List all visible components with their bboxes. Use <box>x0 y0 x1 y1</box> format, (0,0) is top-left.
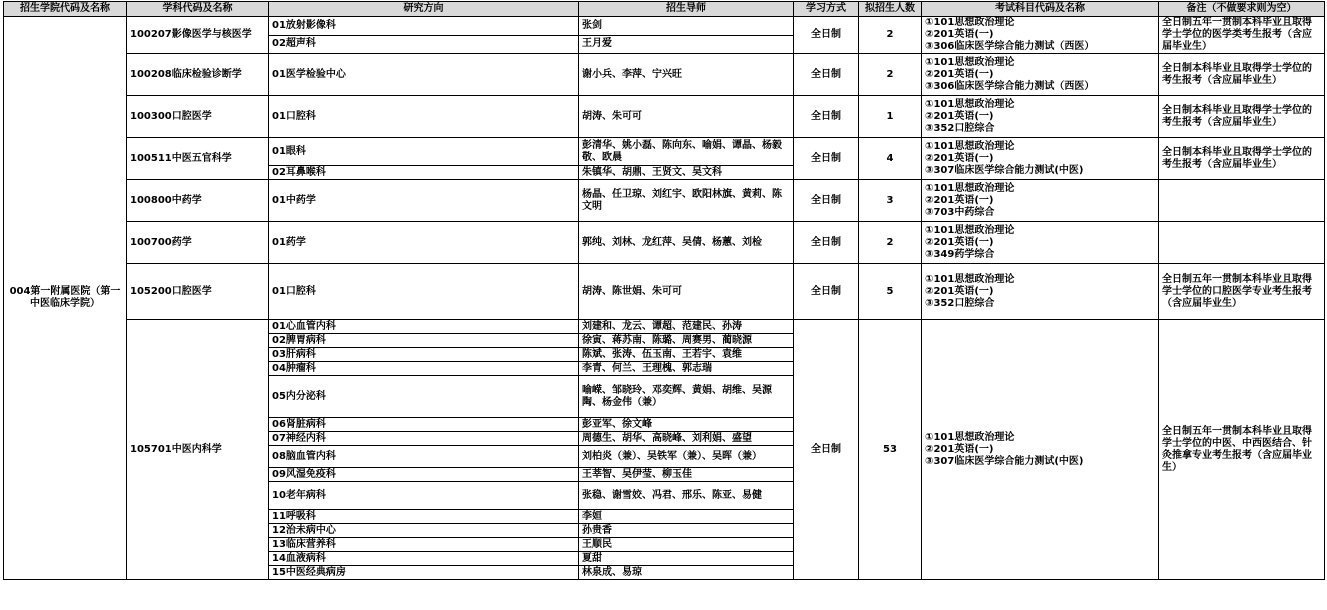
header-direction: 研究方向 <box>269 2 579 17</box>
remark-cell: 全日制五年一贯制本科毕业且取得学士学位的医学类考生报考（含应届毕业生） <box>1159 17 1325 54</box>
direction-cell: 13临床营养科 <box>269 538 579 552</box>
supervisor-cell: 刘柏炎（兼）、吴铁军（兼）、吴晖（兼） <box>579 446 794 468</box>
table-body <box>4 17 1325 580</box>
direction-cell: 11呼吸科 <box>269 510 579 524</box>
exam-subject: ①101思想政治理论 <box>925 182 1015 194</box>
direction-cell: 15中医经典病房 <box>269 566 579 580</box>
supervisor-cell: 王月爱 <box>579 35 794 54</box>
direction-cell: 03肝病科 <box>269 348 579 362</box>
header-college: 招生学院代码及名称 <box>4 2 127 17</box>
quota-cell: 2 <box>859 54 922 96</box>
quota-cell: 5 <box>859 264 922 320</box>
exam-subject: ③703中药综合 <box>925 206 995 218</box>
college-cell: 004第一附属医院（第一中医临床学院） <box>4 17 127 580</box>
supervisor-cell: 李姮 <box>579 510 794 524</box>
supervisor-cell: 喻嵘、邹晓玲、邓奕辉、黄娟、胡维、吴源陶、杨金伟（兼） <box>579 376 794 418</box>
header-discipline: 学科代码及名称 <box>127 2 269 17</box>
direction-cell: 01放射影像科 <box>269 17 579 36</box>
exam-subject: ③306临床医学综合能力测试（西医） <box>925 80 1095 92</box>
table-row <box>4 222 1325 264</box>
supervisor-cell: 郭纯、刘林、龙红萍、吴倩、杨蕙、刘检 <box>579 222 794 264</box>
direction-cell: 05内分泌科 <box>269 376 579 418</box>
remark-cell: 全日制本科毕业且取得学士学位的考生报考（含应届毕业生） <box>1159 54 1325 96</box>
mode-cell: 全日制 <box>794 180 859 222</box>
exam-cell <box>922 138 1159 180</box>
remark-cell <box>1159 222 1325 264</box>
supervisor-cell: 杨晶、任卫琼、刘红宇、欧阳林旗、黄莉、陈文明 <box>579 180 794 222</box>
exam-subject: ①101思想政治理论 <box>925 431 1015 443</box>
direction-cell: 10老年病科 <box>269 482 579 510</box>
mode-cell: 全日制 <box>794 138 859 180</box>
header-row <box>4 2 1325 17</box>
supervisor-cell: 朱镇华、胡鼎、王贤文、吴文科 <box>579 166 794 180</box>
exam-subject: ①101思想政治理论 <box>925 273 1015 285</box>
direction-cell: 02脾胃病科 <box>269 334 579 348</box>
exam-cell <box>922 17 1159 54</box>
quota-cell: 2 <box>859 17 922 54</box>
direction-cell: 01中药学 <box>269 180 579 222</box>
supervisor-cell: 胡涛、朱可可 <box>579 96 794 138</box>
remark-cell: 全日制五年一贯制本科毕业且取得学士学位的口腔医学专业考生报考（含应届毕业生） <box>1159 264 1325 320</box>
discipline-cell: 100511中医五官科学 <box>127 138 269 180</box>
discipline-cell: 100800中药学 <box>127 180 269 222</box>
remark-cell: 全日制本科毕业且取得学士学位的考生报考（含应届毕业生） <box>1159 96 1325 138</box>
table-row <box>4 264 1325 320</box>
exam-subject: ①101思想政治理论 <box>925 17 1015 28</box>
direction-cell: 01口腔科 <box>269 264 579 320</box>
remark-cell: 全日制本科毕业且取得学士学位的考生报考（含应届毕业生） <box>1159 138 1325 180</box>
remark-cell <box>1159 180 1325 222</box>
direction-cell: 02耳鼻喉科 <box>269 166 579 180</box>
header-remark: 备注（不做要求则为空） <box>1159 2 1325 17</box>
direction-cell: 07神经内科 <box>269 432 579 446</box>
header-mode: 学习方式 <box>794 2 859 17</box>
supervisor-cell: 刘建和、龙云、谭超、范建民、孙涛 <box>579 320 794 334</box>
supervisor-cell: 周德生、胡华、高晓峰、刘利娟、盛望 <box>579 432 794 446</box>
exam-subject: ③352口腔综合 <box>925 297 995 309</box>
exam-cell <box>922 180 1159 222</box>
supervisor-cell: 陈斌、张涛、伍玉南、王若宇、袁维 <box>579 348 794 362</box>
exam-subject: ②201英语(一) <box>925 285 994 297</box>
table-row <box>4 96 1325 138</box>
supervisor-cell: 彭亚军、徐文峰 <box>579 418 794 432</box>
mode-cell: 全日制 <box>794 320 859 580</box>
exam-subject: ②201英语(一) <box>925 194 994 206</box>
mode-cell: 全日制 <box>794 54 859 96</box>
direction-cell: 01眼科 <box>269 138 579 166</box>
exam-subject: ③307临床医学综合能力测试(中医) <box>925 455 1084 467</box>
supervisor-cell: 谢小兵、李萍、宁兴旺 <box>579 54 794 96</box>
direction-cell: 01心血管内科 <box>269 320 579 334</box>
direction-cell: 01口腔科 <box>269 96 579 138</box>
exam-cell <box>922 222 1159 264</box>
discipline-cell: 100700药学 <box>127 222 269 264</box>
exam-cell <box>922 54 1159 96</box>
exam-subject: ②201英语(一) <box>925 152 994 164</box>
exam-subject: ①101思想政治理论 <box>925 98 1015 110</box>
direction-cell: 01医学检验中心 <box>269 54 579 96</box>
exam-subject: ①101思想政治理论 <box>925 140 1015 152</box>
exam-subject: ②201英语(一) <box>925 68 994 80</box>
header-exam: 考试科目代码及名称 <box>922 2 1159 17</box>
table-row <box>4 180 1325 222</box>
supervisor-cell: 张剑 <box>579 17 794 36</box>
quota-cell: 53 <box>859 320 922 580</box>
supervisor-cell: 王顺民 <box>579 538 794 552</box>
table-row <box>4 138 1325 166</box>
direction-cell: 14血液病科 <box>269 552 579 566</box>
quota-cell: 3 <box>859 180 922 222</box>
discipline-cell: 105200口腔医学 <box>127 264 269 320</box>
exam-subject: ②201英语(一) <box>925 443 994 455</box>
header-quota: 拟招生人数 <box>859 2 922 17</box>
table-row <box>4 54 1325 96</box>
supervisor-cell: 张稳、谢雪姣、冯君、邢乐、陈亚、易健 <box>579 482 794 510</box>
mode-cell: 全日制 <box>794 264 859 320</box>
supervisor-cell: 徐寅、蒋苏南、陈璐、周赛男、蔺晓源 <box>579 334 794 348</box>
direction-cell: 04肿瘤科 <box>269 362 579 376</box>
admissions-table <box>3 1 1325 580</box>
supervisor-cell: 胡涛、陈世娟、朱可可 <box>579 264 794 320</box>
exam-subject: ③349药学综合 <box>925 248 995 260</box>
exam-subject: ③306临床医学综合能力测试（西医） <box>925 41 1095 52</box>
discipline-cell: 100207影像医学与核医学 <box>127 17 269 54</box>
supervisor-cell: 孙贵香 <box>579 524 794 538</box>
exam-subject: ②201英语(一) <box>925 29 994 40</box>
table-row <box>4 320 1325 334</box>
direction-cell: 02超声科 <box>269 35 579 54</box>
quota-cell: 2 <box>859 222 922 264</box>
supervisor-cell: 王莘智、吴伊莹、柳玉佳 <box>579 468 794 482</box>
exam-subject: ①101思想政治理论 <box>925 224 1015 236</box>
exam-subject: ②201英语(一) <box>925 110 994 122</box>
remark-cell: 全日制五年一贯制本科毕业且取得学士学位的中医、中西医结合、针灸推拿专业考生报考（含应届毕业生） <box>1159 320 1325 580</box>
direction-cell: 01药学 <box>269 222 579 264</box>
mode-cell: 全日制 <box>794 222 859 264</box>
direction-cell: 09风湿免疫科 <box>269 468 579 482</box>
exam-cell <box>922 320 1159 580</box>
discipline-cell: 100208临床检验诊断学 <box>127 54 269 96</box>
exam-subject: ①101思想政治理论 <box>925 56 1015 68</box>
supervisor-cell: 林泉成、易琼 <box>579 566 794 580</box>
direction-cell: 06肾脏病科 <box>269 418 579 432</box>
exam-cell <box>922 96 1159 138</box>
exam-subject: ③352口腔综合 <box>925 122 995 134</box>
exam-cell <box>922 264 1159 320</box>
supervisor-cell: 彭清华、姚小磊、陈向东、喻娟、谭晶、杨毅敬、欧晨 <box>579 138 794 166</box>
quota-cell: 1 <box>859 96 922 138</box>
quota-cell: 4 <box>859 138 922 180</box>
table-row <box>4 17 1325 36</box>
supervisor-cell: 夏甜 <box>579 552 794 566</box>
discipline-cell: 105701中医内科学 <box>127 320 269 580</box>
supervisor-cell: 李青、何兰、王理槐、郭志瑞 <box>579 362 794 376</box>
mode-cell: 全日制 <box>794 96 859 138</box>
exam-subject: ③307临床医学综合能力测试(中医) <box>925 164 1084 176</box>
header-supervisor: 招生导师 <box>579 2 794 17</box>
exam-subject: ②201英语(一) <box>925 236 994 248</box>
direction-cell: 08脑血管内科 <box>269 446 579 468</box>
direction-cell: 12治未病中心 <box>269 524 579 538</box>
mode-cell: 全日制 <box>794 17 859 54</box>
discipline-cell: 100300口腔医学 <box>127 96 269 138</box>
